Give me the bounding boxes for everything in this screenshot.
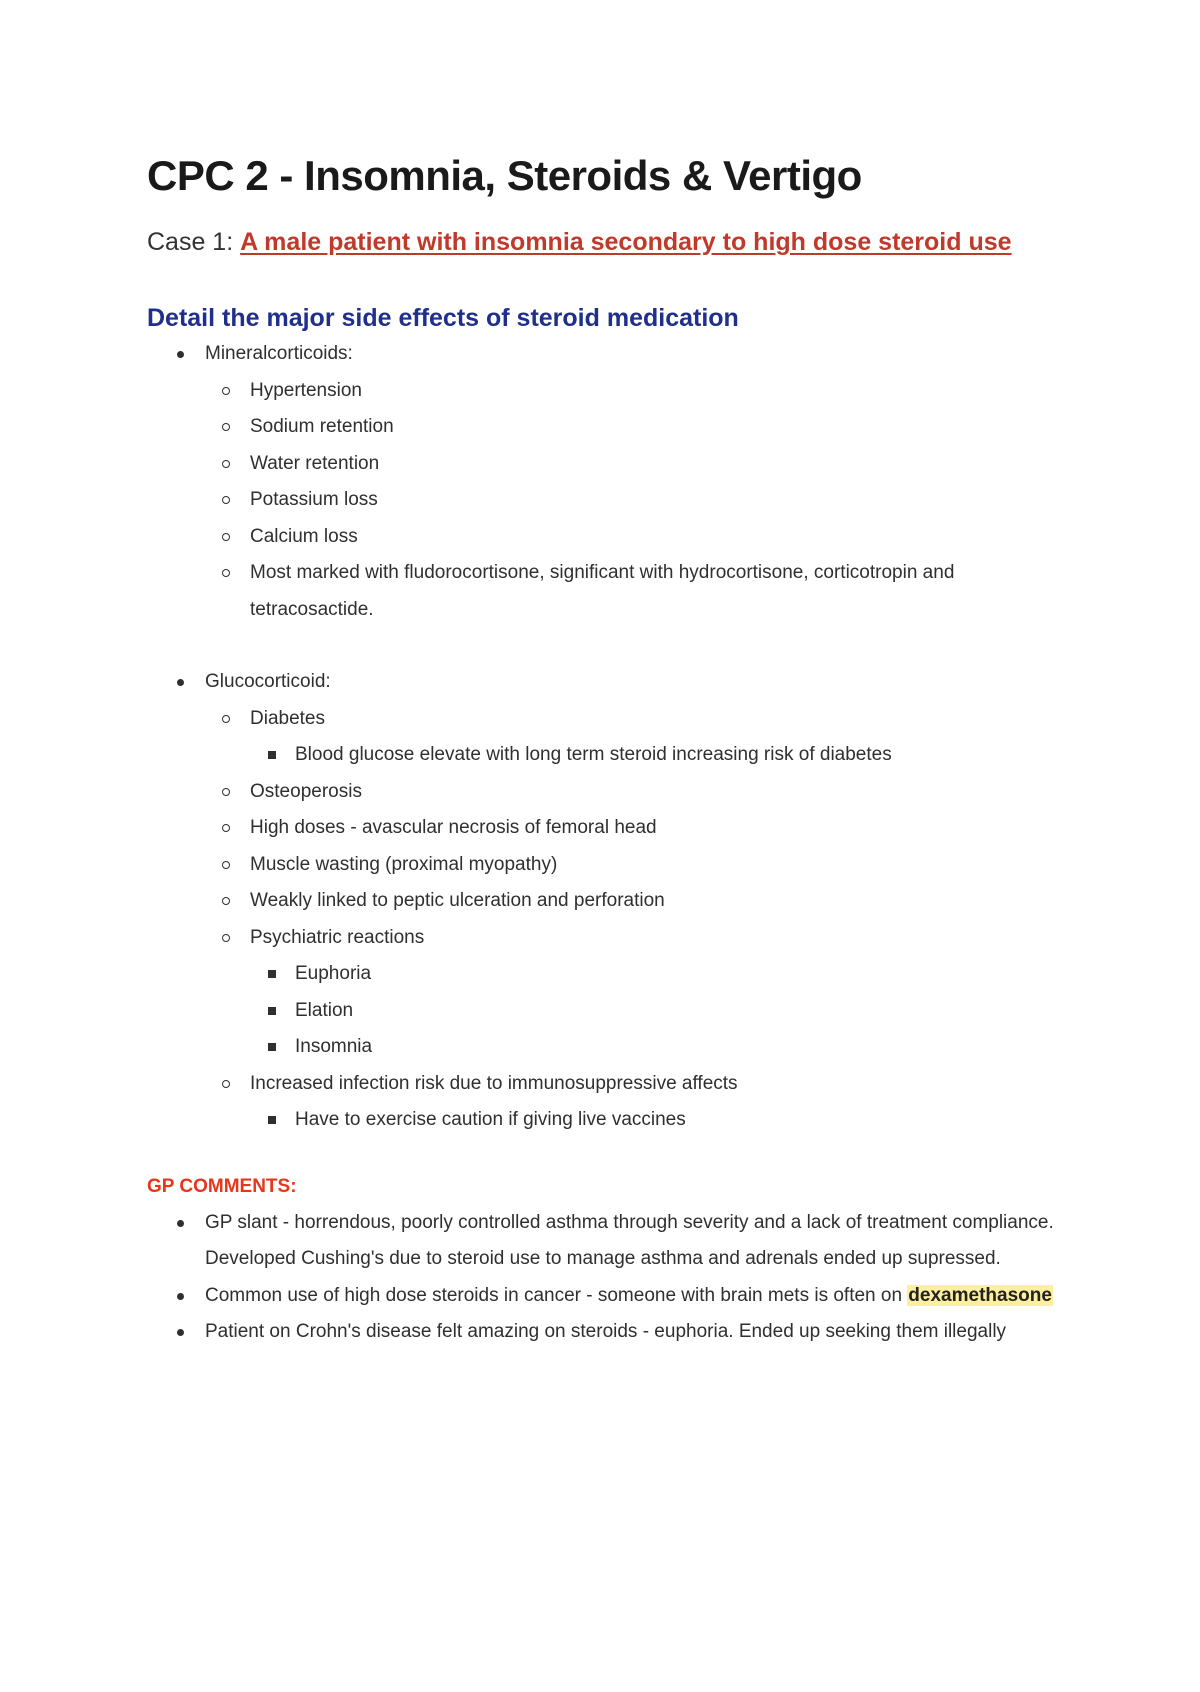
list-item: Water retention xyxy=(205,446,1067,483)
case-link[interactable]: A male patient with insomnia secondary to high dose steroid use xyxy=(240,228,1012,256)
list-item: Insomnia xyxy=(250,1029,1067,1066)
list-item-label: Diabetes xyxy=(250,707,325,729)
list-item xyxy=(147,1278,1067,1315)
list-item-label: Psychiatric reactions xyxy=(250,926,425,948)
list-item: Hypertension xyxy=(205,373,1067,410)
mineralocorticoids-sublist xyxy=(205,373,1067,629)
gp-comments-list xyxy=(147,1205,1067,1351)
list-item: Blood glucose elevate with long term steroid increasing risk of diabetes xyxy=(250,737,1067,774)
list-item: Potassium loss xyxy=(205,482,1067,519)
list-item-label: Increased infection risk due to immunosuppressive affects xyxy=(250,1072,738,1094)
list-item: Most marked with fludorocortisone, significant with hydrocortisone, corticotropin and tetracosactide. xyxy=(205,555,1067,628)
list-item: Weakly linked to peptic ulceration and perforation xyxy=(205,883,1067,920)
infection-sublist xyxy=(250,1102,1067,1139)
case-line xyxy=(147,222,1067,262)
glucocorticoid-sublist xyxy=(205,701,1067,1139)
list-item: Patient on Crohn's disease felt amazing on steroids - euphoria. Ended up seeking them illegally xyxy=(147,1314,1067,1351)
diabetes-sublist xyxy=(250,737,1067,774)
gp-comments-heading: GP COMMENTS: xyxy=(147,1175,297,1197)
list-item-psychiatric xyxy=(205,920,1067,1066)
list-item-label: Glucocorticoid: xyxy=(205,671,331,692)
list-item-glucocorticoid xyxy=(147,664,1067,1139)
section-heading: Detail the major side effects of steroid medication xyxy=(147,304,739,332)
side-effects-list xyxy=(147,336,1067,1139)
list-item: Sodium retention xyxy=(205,409,1067,446)
list-item: Calcium loss xyxy=(205,519,1067,556)
list-item: GP slant - horrendous, poorly controlled asthma through severity and a lack of treatment compliance. Developed Cushing's due to steroid use to manage asthma and adrenals ended up supressed. xyxy=(147,1205,1067,1278)
highlighted-term: dexamethasone xyxy=(908,1284,1052,1306)
list-item: Osteoperosis xyxy=(205,774,1067,811)
list-item-diabetes xyxy=(205,701,1067,774)
list-item-label: Mineralcorticoids: xyxy=(205,343,353,364)
list-item: High doses - avascular necrosis of femoral head xyxy=(205,810,1067,847)
list-item: Elation xyxy=(250,993,1067,1030)
list-item-mineralocorticoids xyxy=(147,336,1067,664)
case-prefix: Case 1: xyxy=(147,228,241,256)
list-item: Have to exercise caution if giving live vaccines xyxy=(250,1102,1067,1139)
document-page xyxy=(147,150,1067,1351)
spacer xyxy=(205,628,1067,664)
psychiatric-sublist xyxy=(250,956,1067,1066)
page-title: CPC 2 - Insomnia, Steroids & Vertigo xyxy=(147,152,862,199)
list-item-text: Common use of high dose steroids in cancer - someone with brain mets is often on xyxy=(205,1284,908,1306)
list-item: Muscle wasting (proximal myopathy) xyxy=(205,847,1067,884)
list-item: Euphoria xyxy=(250,956,1067,993)
list-item-infection xyxy=(205,1066,1067,1139)
